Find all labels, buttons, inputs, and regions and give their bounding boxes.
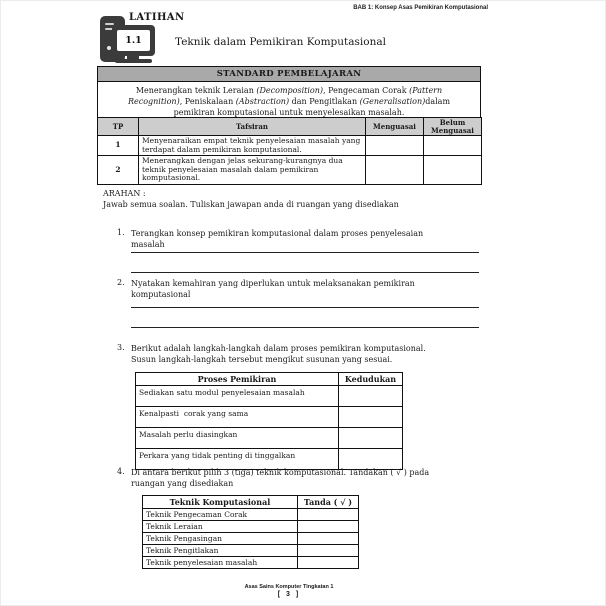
question-line: Susun langkah-langkah tersebut mengikut susunan yang sesuai. (131, 355, 393, 364)
tafsiran-cell: Menyenaraikan empat teknik penyelesaian masalah yang terdapat dalam pemikiran komputasional. (139, 136, 366, 156)
kedudukan-blank-cell (339, 386, 403, 407)
tanda-blank-cell (298, 509, 359, 521)
technique-cell: Teknik Pengitlakan (143, 545, 298, 557)
tanda-blank-cell (298, 533, 359, 545)
menguasai-col-header: Menguasai (366, 118, 424, 136)
computational-technique-table (142, 495, 359, 569)
thinking-process-table (135, 372, 403, 470)
table-row (143, 521, 359, 533)
answer-line (131, 272, 479, 273)
kedudukan-blank-cell (339, 407, 403, 428)
tp-mastery-table (97, 117, 482, 185)
learning-standard-text (98, 82, 480, 122)
menguasai-blank-cell (366, 136, 424, 156)
teknik-col-header: Teknik Komputasional (143, 496, 298, 509)
kedudukan-blank-cell (339, 428, 403, 449)
question-1-number: 1. (117, 228, 125, 237)
table-header-row (143, 496, 359, 509)
belum-menguasai-blank-cell (424, 136, 482, 156)
tower-slot-icon (105, 23, 114, 25)
answer-line (131, 307, 479, 308)
question-3-text (131, 343, 483, 365)
tanda-col-header: Tanda ( √ ) (298, 496, 359, 509)
table-row (98, 156, 482, 185)
tanda-blank-cell (298, 521, 359, 533)
answer-line (131, 252, 479, 253)
tanda-blank-cell (298, 557, 359, 569)
table-row (143, 509, 359, 521)
question-line: Di antara berikut pilih 3 (tiga) teknik komputasional. Tandakan ( √ ) pada (131, 468, 430, 477)
table-row (136, 428, 403, 449)
question-line: Nyatakan kemahiran yang diperlukan untuk melaksanakan pemikiran (131, 279, 415, 288)
question-line: Terangkan konsep pemikiran komputasional dalam proses penyelesaian (131, 229, 424, 238)
proses-pemikiran-col-header: Proses Pemikiran (136, 373, 339, 386)
table-row (136, 407, 403, 428)
lesson-badge-label: LATIHAN (129, 12, 185, 23)
standard-line: pemikiran komputasional untuk menyelesaikan masalah. (173, 108, 405, 117)
table-header-row (136, 373, 403, 386)
tp-number-cell: 1 (98, 136, 139, 156)
learning-standard-heading: STANDARD PEMBELAJARAN (98, 67, 480, 82)
question-3-number: 3. (117, 343, 125, 352)
instructions-text: Jawab semua soalan. Tuliskan jawapan anda di ruangan yang disediakan (103, 200, 399, 209)
tafsiran-cell: Menerangkan dengan jelas sekurang-kurangnya dua teknik penyelesaian masalah dalam pemikiran komputasional. (139, 156, 366, 185)
tp-col-header: TP (98, 118, 139, 136)
footer-book-title: Asas Sains Komputer Tingkatan 1 (244, 584, 334, 590)
table-row (143, 545, 359, 557)
table-row (98, 136, 482, 156)
chapter-header: BAB 1: Konsep Asas Pemikiran Komputasional (353, 5, 488, 11)
technique-cell: Teknik Pengasingan (143, 533, 298, 545)
question-line: masalah (131, 240, 165, 249)
table-header-row (98, 118, 482, 136)
table-row (143, 557, 359, 569)
table-row (136, 386, 403, 407)
belum-menguasai-col-header: Belum Menguasai (424, 118, 482, 136)
instructions-label: ARAHAN : (103, 189, 146, 198)
process-step-cell: Perkara yang tidak penting di tinggalkan (136, 449, 339, 470)
lesson-title: Teknik dalam Pemikiran Komputasional (175, 36, 386, 48)
process-step-cell: Sediakan satu modul penyelesaian masalah (136, 386, 339, 407)
tanda-blank-cell (298, 545, 359, 557)
belum-menguasai-blank-cell (424, 156, 482, 185)
footer-page-number: [ 3 ] (277, 591, 301, 598)
page-footer (97, 584, 481, 598)
table-row (143, 533, 359, 545)
learning-standard-box (97, 66, 481, 123)
process-step-cell: Kenalpasti corak yang sama (136, 407, 339, 428)
answer-line (131, 327, 479, 328)
question-4-number: 4. (117, 467, 125, 476)
lesson-number-badge: 1.1 (117, 30, 150, 51)
question-1-text (131, 228, 483, 250)
monitor-stand-base-icon (115, 59, 152, 63)
process-step-cell: Masalah perlu diasingkan (136, 428, 339, 449)
technique-cell: Teknik Pengecaman Corak (143, 509, 298, 521)
question-line: Berikut adalah langkah-langkah dalam proses pemikiran komputasional. (131, 344, 426, 353)
question-4-text (131, 467, 483, 489)
question-2-number: 2. (117, 278, 125, 287)
tower-button-icon (107, 46, 111, 50)
tafsiran-col-header: Tafsiran (139, 118, 366, 136)
standard-line: Menerangkan teknik Leraian (Decomposition), Pengecaman Corak (Pattern (135, 86, 443, 95)
technique-cell: Teknik Leraian (143, 521, 298, 533)
standard-line: Recognition), Peniskalaan (Abstraction) dan Pengitlakan (Generalisation)dalam (127, 97, 451, 106)
menguasai-blank-cell (366, 156, 424, 185)
question-2-text (131, 278, 483, 300)
tp-number-cell: 2 (98, 156, 139, 185)
kedudukan-col-header: Kedudukan (339, 373, 403, 386)
question-line: komputasional (131, 290, 191, 299)
question-line: ruangan yang disediakan (131, 479, 234, 488)
technique-cell: Teknik penyelesaian masalah (143, 557, 298, 569)
computer-monitor-icon (112, 25, 155, 56)
